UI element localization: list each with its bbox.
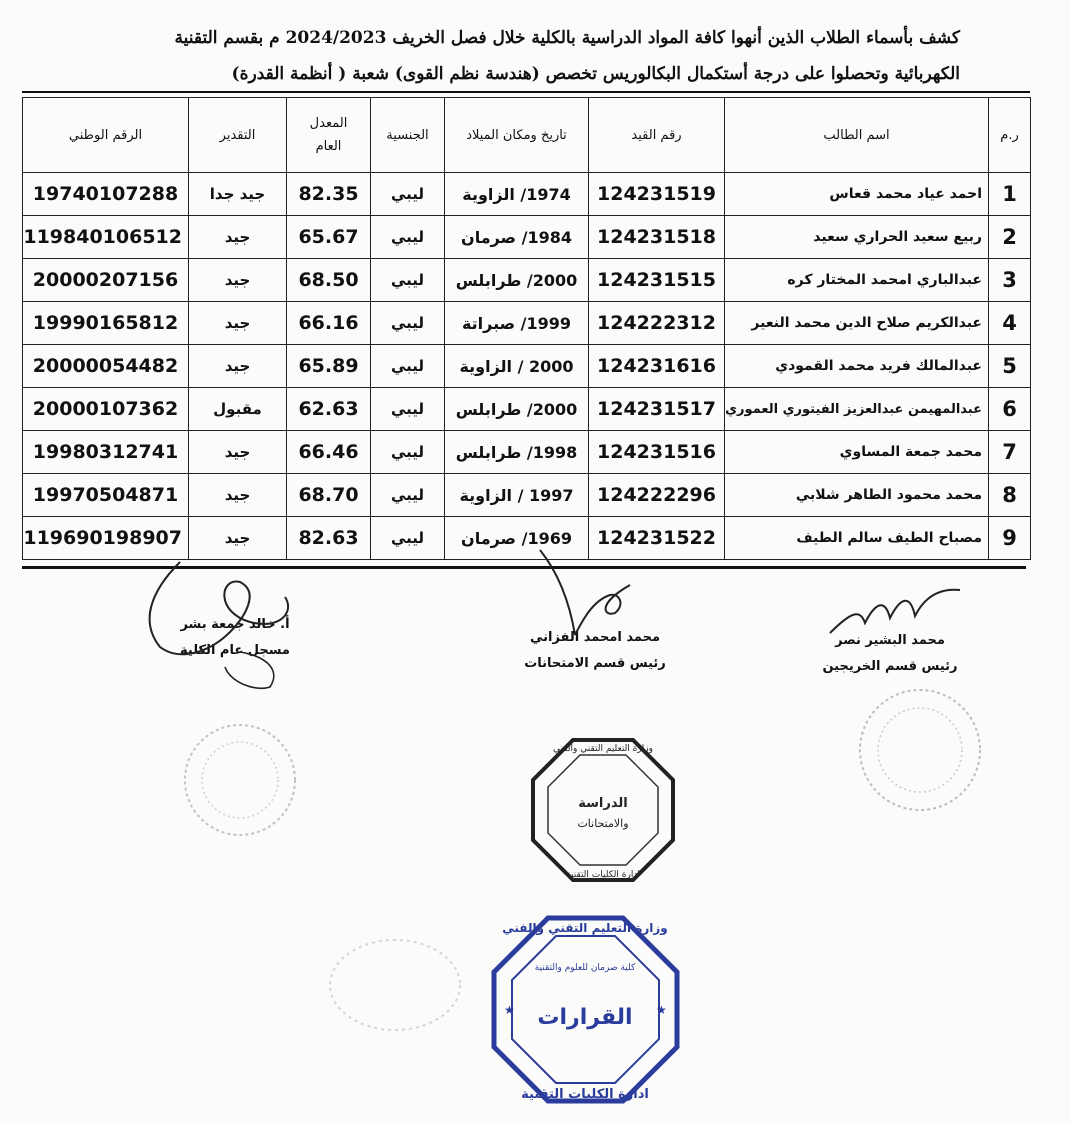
stamp-inner-text: كلية صرمان للعلوم والتقنية (534, 963, 636, 973)
student-name: محمد محمود الطاهر شلابي (725, 474, 989, 517)
header-no: ر.م (989, 98, 1031, 173)
row-no: 4 (989, 302, 1031, 345)
faint-stamp-left (170, 715, 310, 845)
graduates-table (22, 97, 1031, 560)
national-id: 19970504871 (23, 474, 189, 517)
average: 66.16 (287, 302, 371, 345)
nationality: ليبي (371, 345, 445, 388)
grade: جيد (189, 431, 287, 474)
header-birth: تاريخ ومكان الميلاد (445, 98, 589, 173)
nationality: ليبي (371, 216, 445, 259)
average: 68.70 (287, 474, 371, 517)
signatory-name: أ. خالد جمعة بشر (180, 617, 290, 632)
average: 66.46 (287, 431, 371, 474)
birth-info: 1997 / الزاوية (445, 474, 589, 517)
grade: جيد (189, 216, 287, 259)
row-no: 5 (989, 345, 1031, 388)
signatory-title: رئيس قسم الخريجين (822, 659, 958, 674)
header-name: اسم الطالب (725, 98, 989, 173)
student-name: مصباح الطيف سالم الطيف (725, 517, 989, 560)
national-id: 20000207156 (23, 259, 189, 302)
row-no: 9 (989, 517, 1031, 560)
stamp-ring-text: وزارة التعليم التقني والفني (502, 921, 668, 935)
birth-info: 2000/ طرابلس (445, 388, 589, 431)
header-average (287, 98, 371, 173)
birth-info: 1984/ صرمان (445, 216, 589, 259)
table-row (23, 173, 1031, 216)
header-nationality: الجنسية (371, 98, 445, 173)
national-id: 20000107362 (23, 388, 189, 431)
handwritten-signature-registrar (120, 552, 320, 692)
student-name: عبدالمهيمن عبدالعزيز الفيتوري العموري (725, 388, 989, 431)
signature-block-graduates-head (800, 628, 980, 680)
row-no: 6 (989, 388, 1031, 431)
grade: جيد (189, 259, 287, 302)
table-row (23, 388, 1031, 431)
header-rule (22, 91, 1030, 93)
registration-number: 124231518 (589, 216, 725, 259)
row-no: 7 (989, 431, 1031, 474)
faint-stamp-right (845, 680, 995, 820)
header-average-line-2: العام (315, 139, 342, 154)
average: 65.67 (287, 216, 371, 259)
registration-number: 124222296 (589, 474, 725, 517)
signatory-title: رئيس قسم الامتحانات (524, 656, 666, 671)
birth-info: 1998/ طرابلس (445, 431, 589, 474)
row-no: 3 (989, 259, 1031, 302)
table-header-row (23, 98, 1031, 173)
row-no: 8 (989, 474, 1031, 517)
header-grade: التقدير (189, 98, 287, 173)
document-title-line-1: كشف بأسماء الطلاب الذين أنهوا كافة المواد الدراسية بالكلية خلال فصل الخريف 2024/2023 م بقسم التقنية (174, 28, 960, 48)
nationality: ليبي (371, 474, 445, 517)
national-id: 19980312741 (23, 431, 189, 474)
grade: جيد (189, 517, 287, 560)
stamp-center-line-2: والامتحانات (577, 817, 629, 830)
student-name: محمد جمعة المساوي (725, 431, 989, 474)
student-name: عبدالكريم صلاح الدين محمد النعير (725, 302, 989, 345)
signatory-name: محمد البشير نصر (835, 633, 945, 648)
signature-block-registrar (150, 612, 320, 664)
national-id: 119840106512 (23, 216, 189, 259)
registration-number: 124231517 (589, 388, 725, 431)
stamp-center-line-1: الدراسة (578, 796, 628, 811)
birth-info: 1969/ صرمان (445, 517, 589, 560)
grade: مقبول (189, 388, 287, 431)
registration-number: 124231616 (589, 345, 725, 388)
average: 65.89 (287, 345, 371, 388)
student-name: عبدالمالك فريد محمد القمودي (725, 345, 989, 388)
student-name: ربيع سعيد الحراري سعيد (725, 216, 989, 259)
table-row (23, 431, 1031, 474)
student-name: احمد عياد محمد قعاس (725, 173, 989, 216)
registration-number: 124231522 (589, 517, 725, 560)
handwritten-signature-graduates-head (820, 578, 970, 648)
stamp-ring-text: وزارة التعليم التقني والفني (553, 744, 653, 754)
nationality: ليبي (371, 431, 445, 474)
table-row (23, 216, 1031, 259)
student-name: عبدالباري امحمد المختار كره (725, 259, 989, 302)
stamp-bottom-text: ادارة الكليات التقنية (566, 870, 640, 880)
grade: جيد (189, 345, 287, 388)
handwritten-signature-exams-head (500, 545, 680, 645)
faint-stamp-bottom-left (320, 930, 470, 1040)
table-row (23, 302, 1031, 345)
nationality: ليبي (371, 173, 445, 216)
registration-number: 124231516 (589, 431, 725, 474)
nationality: ليبي (371, 388, 445, 431)
table-row (23, 259, 1031, 302)
table-row (23, 474, 1031, 517)
star-icon: ★ (504, 1003, 515, 1017)
registration-number: 124222312 (589, 302, 725, 345)
row-no: 1 (989, 173, 1031, 216)
birth-info: 2000 / الزاوية (445, 345, 589, 388)
header-average-line-1: المعدل (309, 116, 348, 131)
national-id: 119690198907 (23, 517, 189, 560)
header-reg: رقم القيد (589, 98, 725, 173)
signature-block-exams-head (500, 625, 690, 677)
registration-number: 124231519 (589, 173, 725, 216)
stamp-bottom-text: ادارة الكليات التقنية (521, 1087, 649, 1102)
average: 68.50 (287, 259, 371, 302)
header-national-id: الرقم الوطني (23, 98, 189, 173)
signatory-title: مسجل عام الكلية (180, 643, 290, 658)
row-no: 2 (989, 216, 1031, 259)
nationality: ليبي (371, 517, 445, 560)
exams-department-stamp (528, 735, 678, 885)
nationality: ليبي (371, 302, 445, 345)
birth-info: 1999/ صبراتة (445, 302, 589, 345)
table-row (23, 345, 1031, 388)
birth-info: 1974/ الزاوية (445, 173, 589, 216)
national-id: 19740107288 (23, 173, 189, 216)
average: 82.63 (287, 517, 371, 560)
signatory-name: محمد امحمد الفزاني (529, 630, 661, 645)
document-title-line-2: الكهربائية وتحصلوا على درجة أستكمال البكالوريس تخصص (هندسة نظم القوى) شعبة ( أنظمة القدرة) (231, 64, 960, 84)
average: 62.63 (287, 388, 371, 431)
grade: جيد (189, 474, 287, 517)
stamp-center-text: القرارات (537, 1005, 633, 1030)
national-id: 20000054482 (23, 345, 189, 388)
average: 82.35 (287, 173, 371, 216)
decisions-stamp (488, 912, 683, 1107)
national-id: 19990165812 (23, 302, 189, 345)
nationality: ليبي (371, 259, 445, 302)
grade: جيد (189, 302, 287, 345)
star-icon: ★ (656, 1003, 667, 1017)
birth-info: 2000/ طرابلس (445, 259, 589, 302)
registration-number: 124231515 (589, 259, 725, 302)
grade: جيد جدا (189, 173, 287, 216)
